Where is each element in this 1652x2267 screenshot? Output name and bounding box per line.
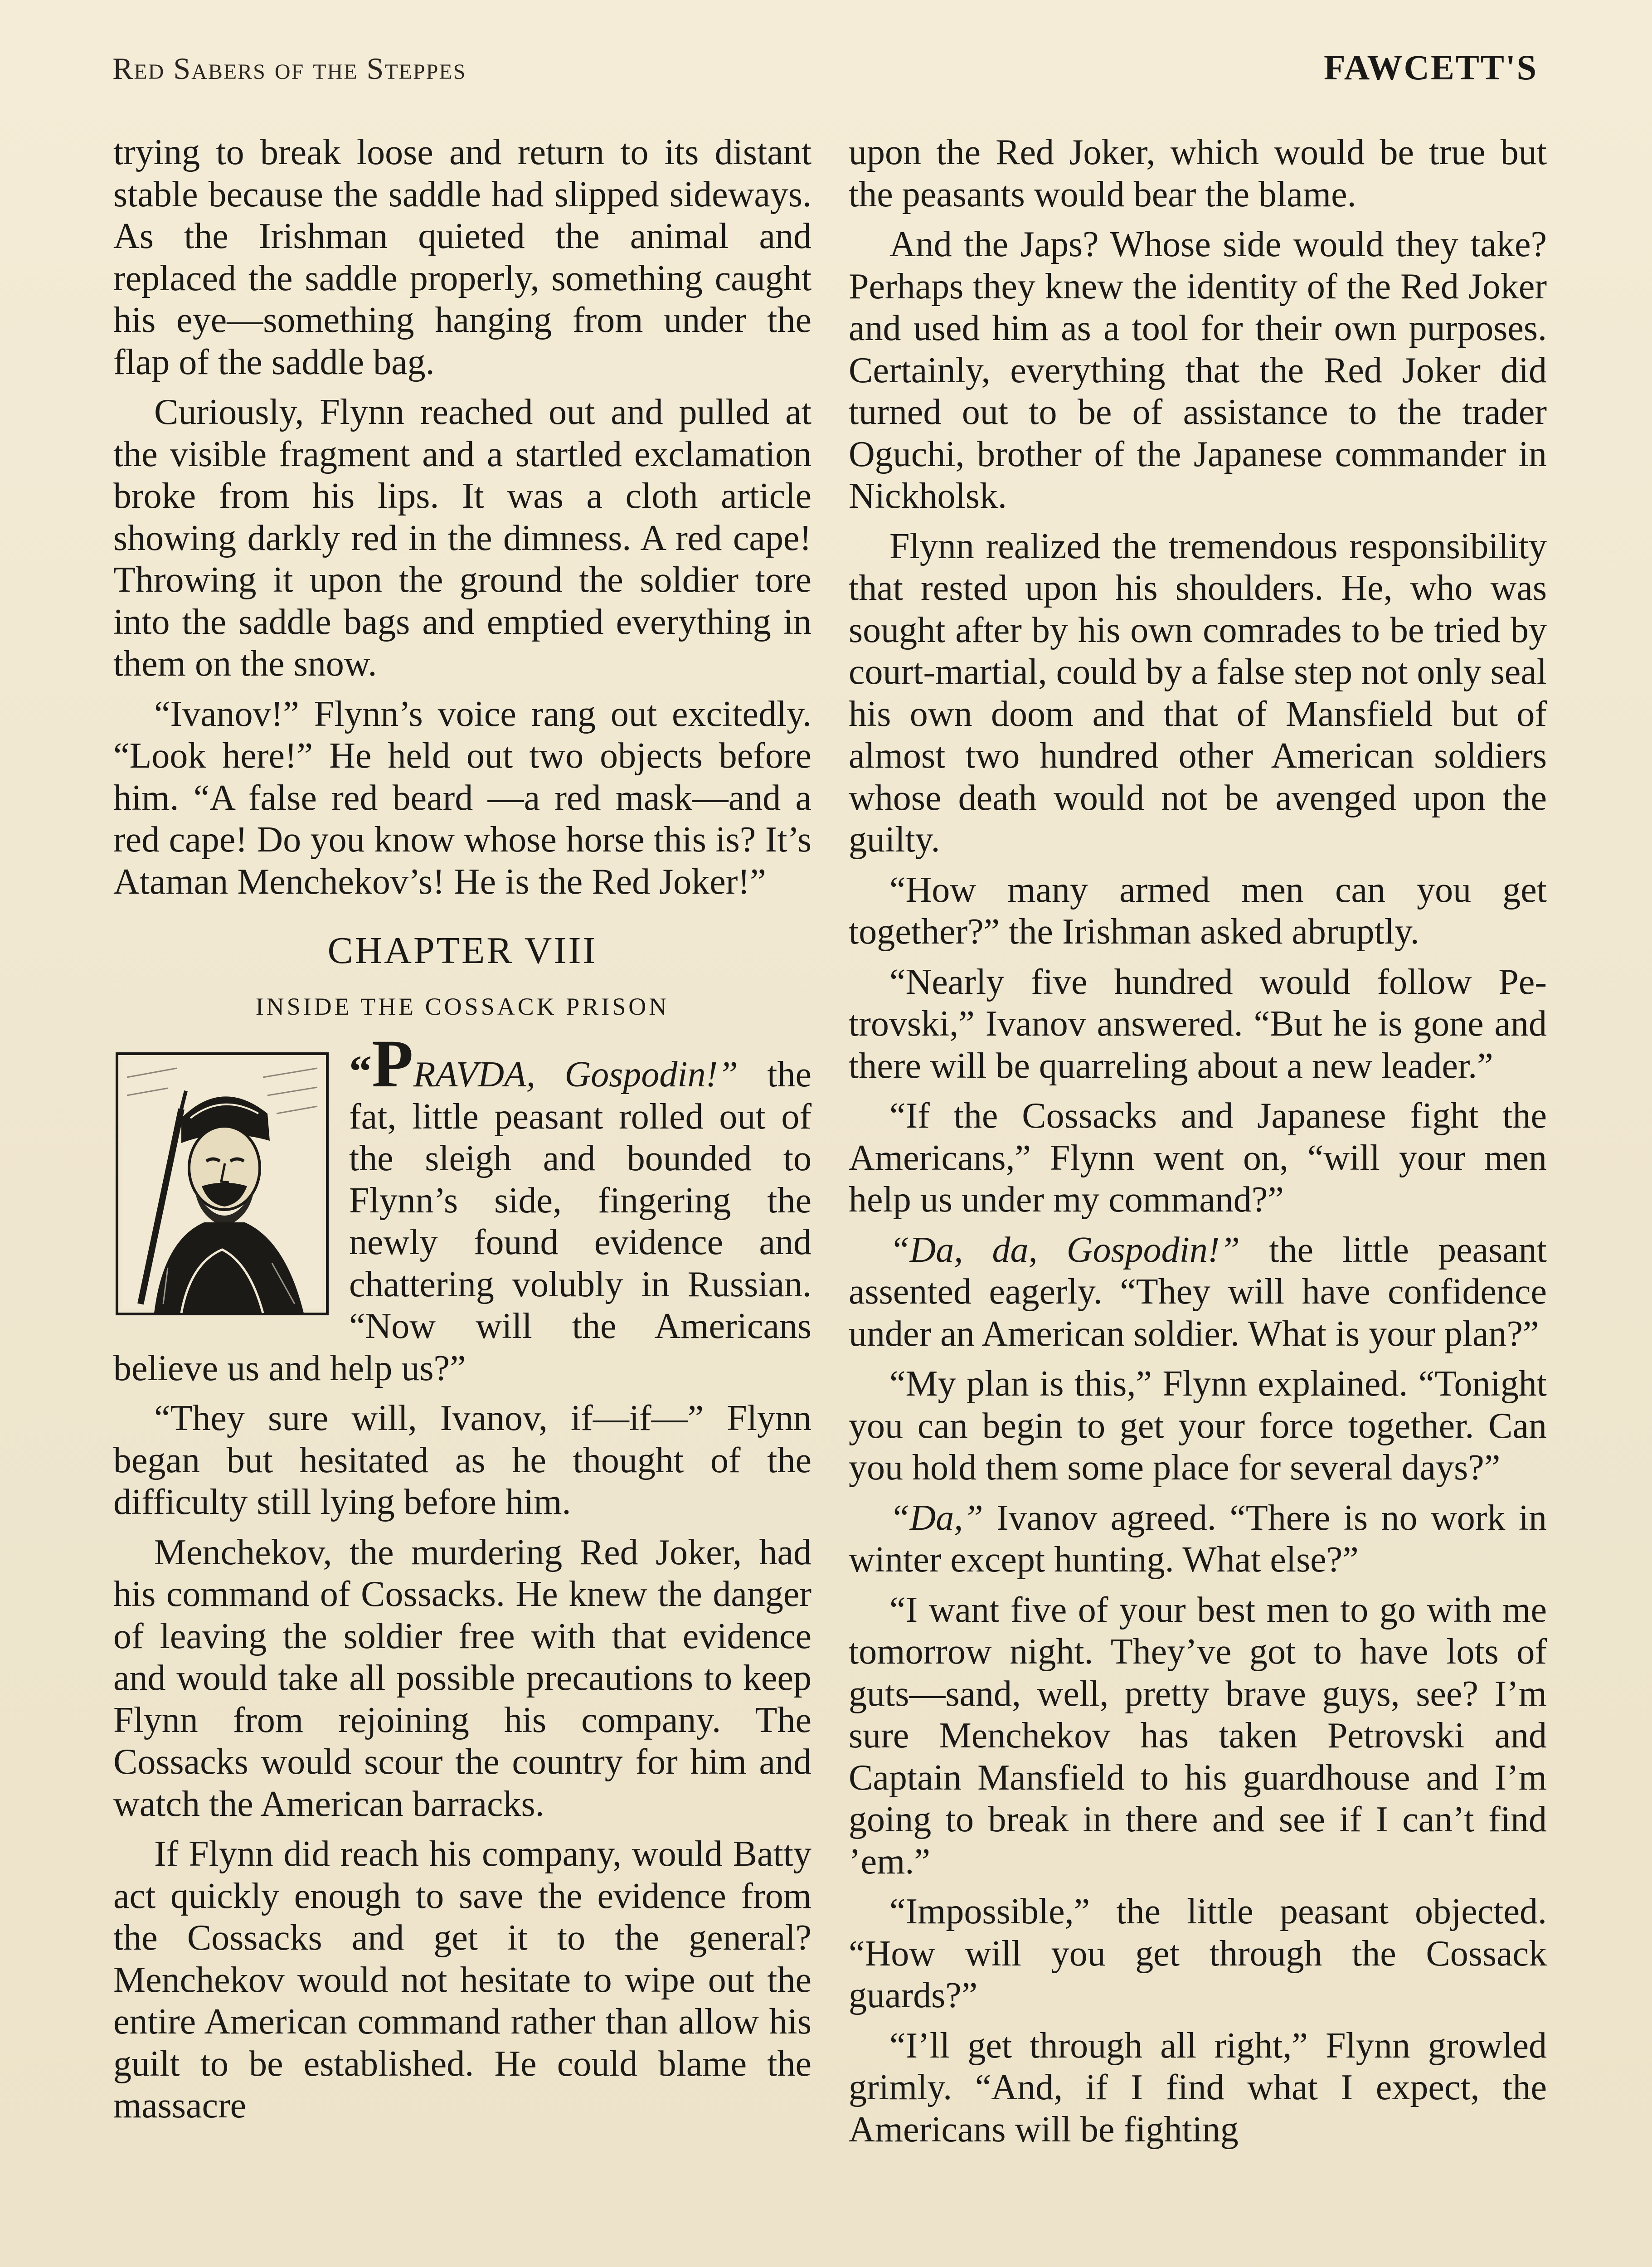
italic-phrase: “Da, da, Gospodin!”	[889, 1230, 1240, 1270]
paragraph: Curiously, Flynn reached out and pulled at the visible fragment and a startled exclamation broke from his lips. It was a cloth article showing darkly red in the dimness. A red cape! Throwing it upon the ground the soldier tore into the saddle bags and emptied everything in them on the snow.	[113, 392, 811, 684]
publisher-name: FAWCETT'S	[1324, 48, 1538, 87]
drop-paragraph-rest: the fat, little peasant rolled out of the sleigh and bounded to Flynn’s side, fingering the newly found evidence and chattering volubly in Russian. “Now will the Americans believe us and help us?”	[113, 1055, 811, 1388]
paragraph: trying to break loose and return to its distant stable because the saddle had slipped sideways. As the Irishman quieted the animal and replaced the saddle properly, something caught his eye—something hanging from under the flap of the saddle bag.	[113, 132, 811, 382]
paragraph: “How many armed men can you get together?” the Irishman asked abruptly.	[849, 870, 1547, 952]
cossack-portrait-illustration	[113, 1050, 331, 1318]
chapter-title: CHAPTER VIII	[327, 929, 598, 972]
drop-cap-letter: P	[372, 1026, 413, 1101]
chapter-opening-paragraph	[113, 1026, 811, 1389]
paragraph-rest: the little peasant assented eagerly. “They will have confidence under an American soldier. What is your plan?”	[849, 1230, 1547, 1354]
paragraph: “Impossible,” the little peasant objected. “How will you get through the Cossack guards?”	[849, 1892, 1547, 2015]
paragraph: And the Japs? Whose side would they take? Perhaps they knew the identity of the Red Joker and used him as a tool for their own purposes. Certainly, everything that the Red Joker did turned out to be of assistance to the trader Oguchi, brother of the Japanese commander in Nickholsk.	[849, 224, 1547, 516]
paragraph: “Nearly five hundred would follow Petrovski,” Ivanov answered. “But he is gone and there will be quarreling about a new leader.”	[849, 962, 1547, 1086]
running-title: Red Sabers of the Steppes	[112, 51, 466, 86]
chapter-subtitle: INSIDE THE COSSACK PRISON	[255, 992, 670, 1020]
right-column	[849, 131, 1547, 2159]
drop-open-quote: “	[349, 1046, 372, 1096]
paragraph: “I want five of your best men to go with me tomorrow night. They’ve got to have lots of guts—sand, well, pretty brave guys, see? I’m sure Menchekov has taken Petrovski and Captain Mansfield to his guardhouse and I’m going to break in there and see if I can’t find ’em.”	[849, 1590, 1547, 1882]
paragraph: Menchekov, the murdering Red Joker, had his command of Cossacks. He knew the danger of leaving the soldier free with that evidence and would take all possible precautions to keep Flynn from rejoining his company. The Cossacks would scour the country for him and watch the American barracks.	[113, 1532, 811, 1824]
paragraph: If Flynn did reach his company, would Batty act quickly enough to save the evidence from the Cossacks and get it to the general? Menchekov would not hesitate to wipe out the entire American command rather than allow his guilt to be established. He could blame the massacre	[113, 1834, 811, 2126]
paragraph: “My plan is this,” Flynn explained. “Tonight you can begin to get your force together. Can you hold them some place for several days?”	[849, 1364, 1547, 1488]
paragraph: Flynn realized the tremendous responsibility that rested upon his shoulders. He, who was sought after by his own comrades to be tried by court-martial, could by a false step not only seal his own doom and that of Mansfield but of almost two hundred other American soldiers whose death would not be avenged upon the guilty.	[849, 526, 1547, 860]
paragraph: “If the Cossacks and Japanese fight the Americans,” Flynn went on, “will your men help us under my command?”	[849, 1096, 1547, 1220]
paragraph: “Ivanov!” Flynn’s voice rang out excitedly. “Look here!” He held out two objects before him. “A false red beard —a red mask—and a red cape! Do you know whose horse this is? It’s Ataman Menchekov’s! He is the Red Joker!”	[113, 694, 811, 902]
left-column	[113, 131, 811, 2135]
paragraph	[849, 1229, 1547, 1355]
drop-italic-phrase: RAVDA, Gospodin!”	[413, 1055, 738, 1095]
italic-phrase: “Da,”	[889, 1498, 983, 1538]
paragraph: “They sure will, Ivanov, if—if—” Flynn began but hesitated as he thought of the difficulty still lying before him.	[113, 1398, 811, 1522]
paragraph: “I’ll get through all right,” Flynn growled grimly. “And, if I find what I expect, the Americans will be fighting	[849, 2025, 1547, 2150]
paragraph-rest: Ivanov agreed. “There is no work in winter except hunting. What else?”	[849, 1498, 1547, 1580]
paragraph	[849, 1497, 1547, 1581]
paragraph: upon the Red Joker, which would be true but the peasants would bear the blame.	[849, 132, 1547, 214]
